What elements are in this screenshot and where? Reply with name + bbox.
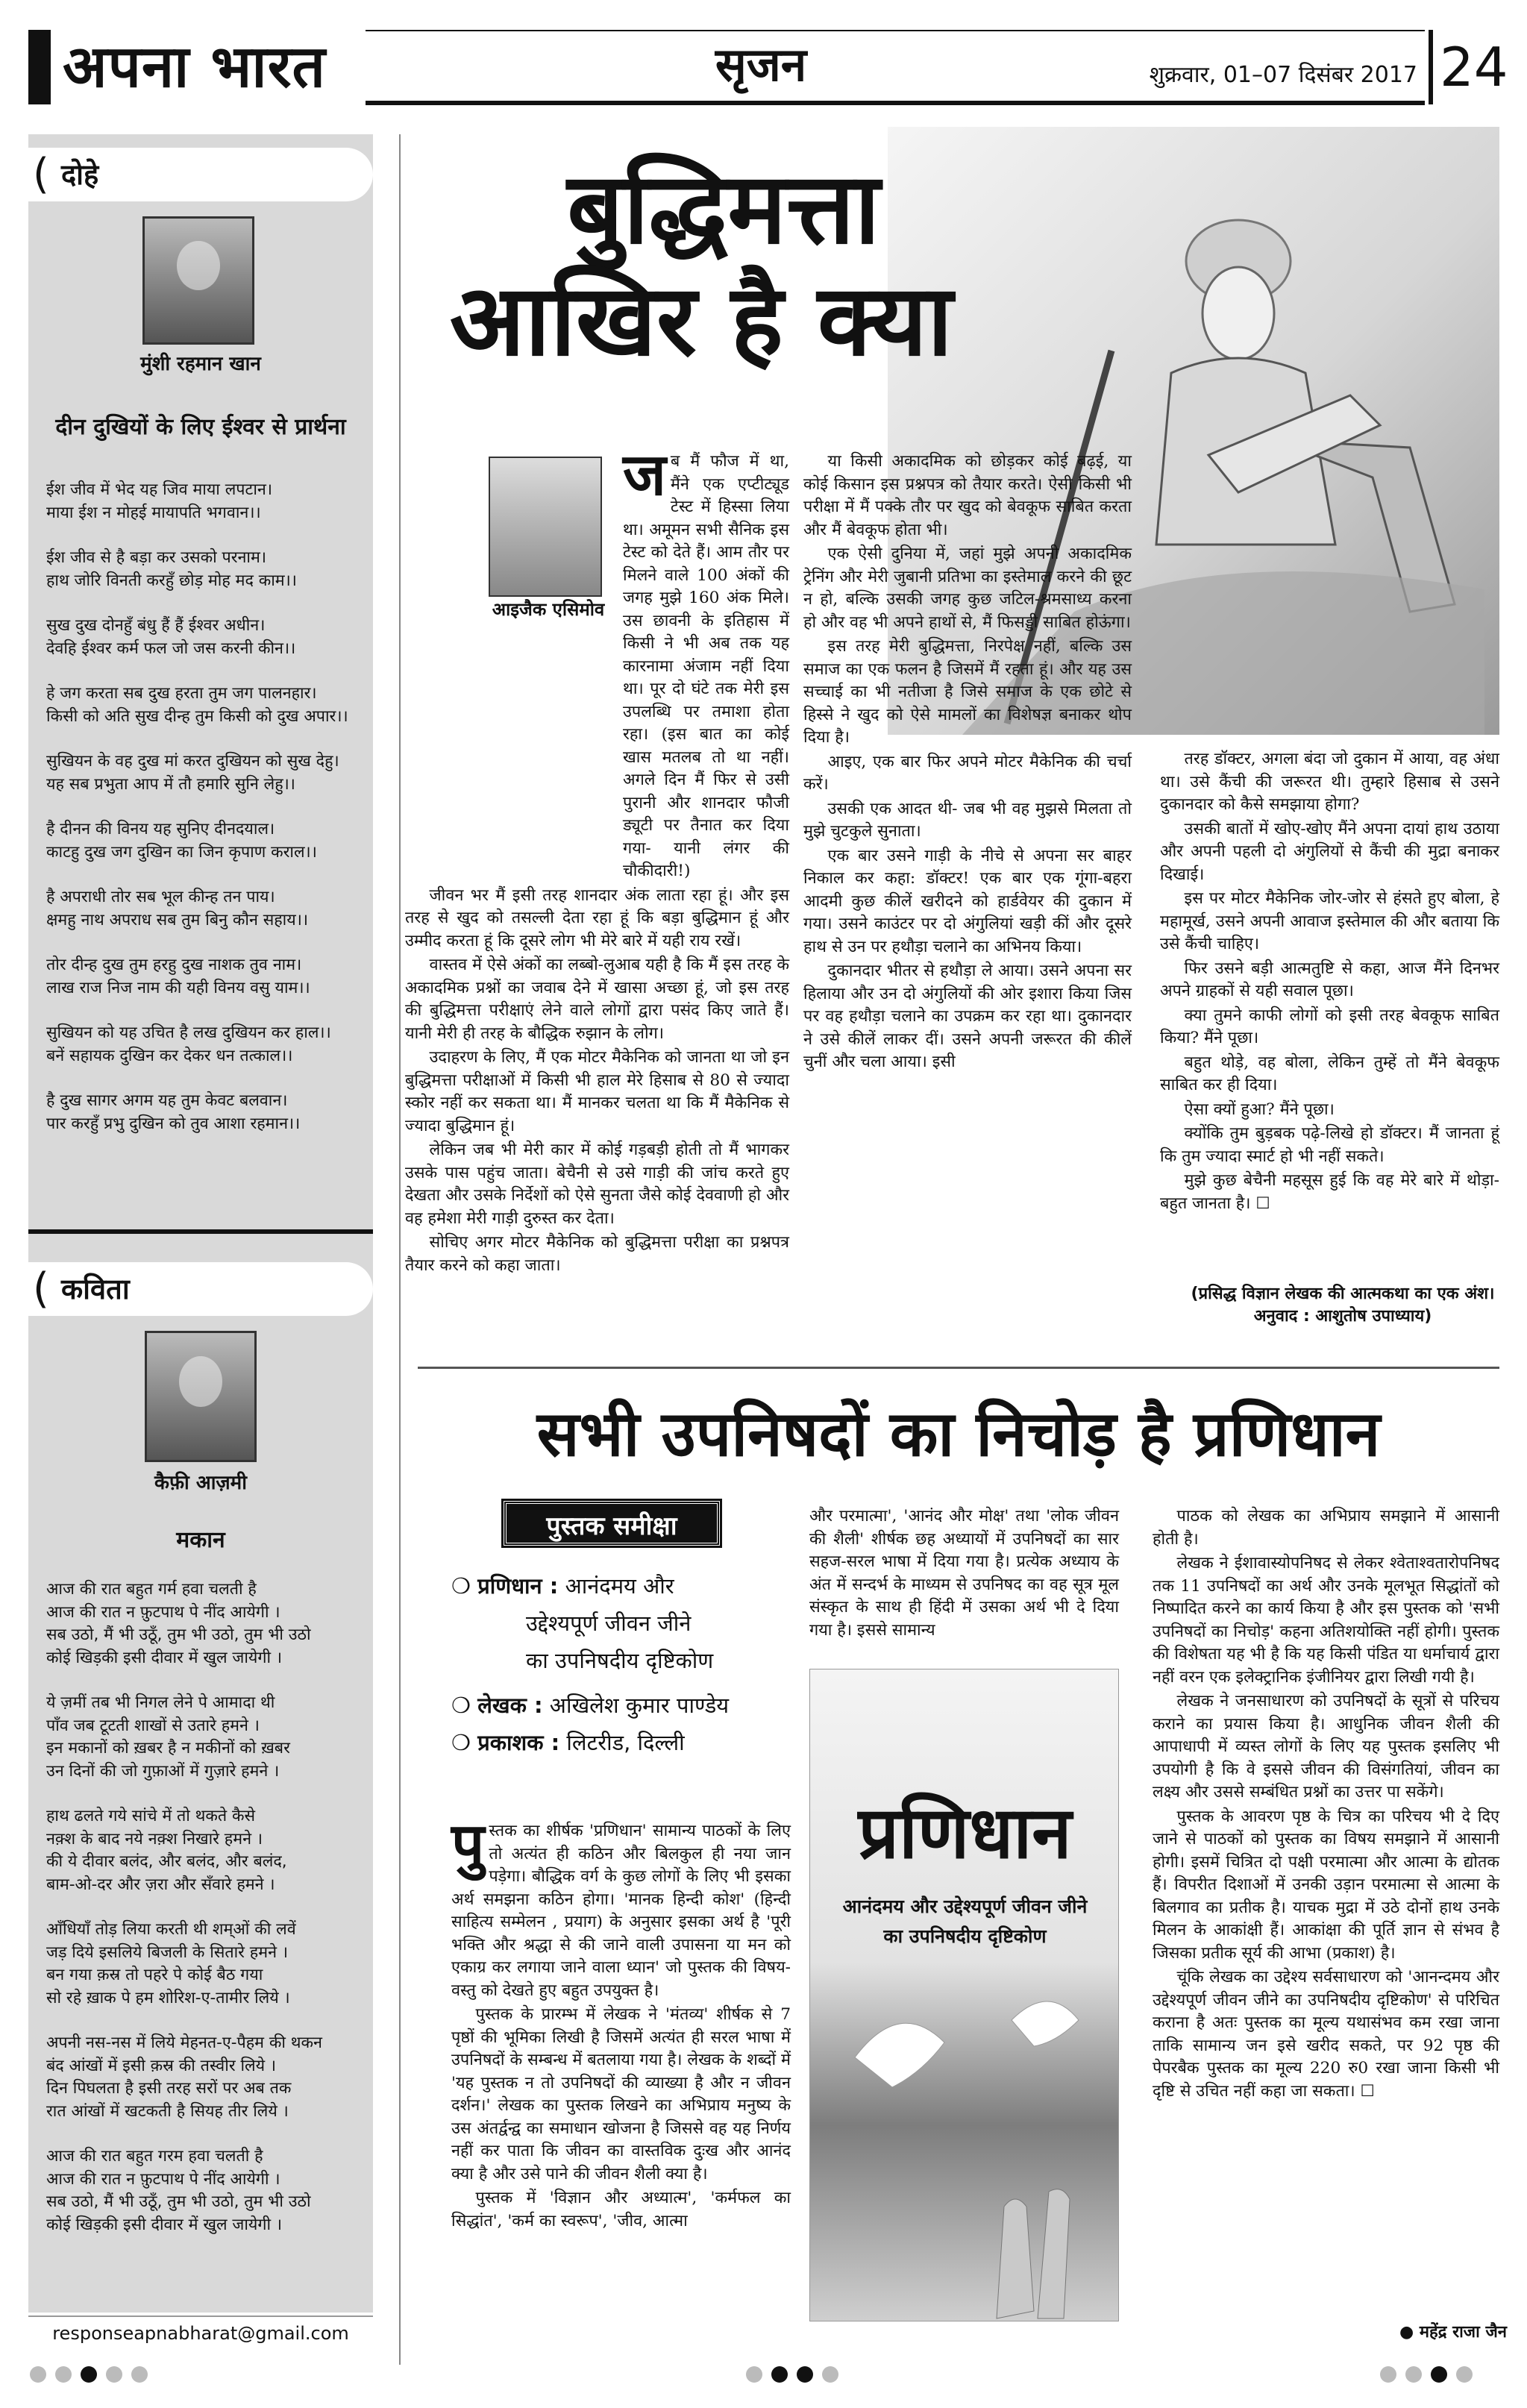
column-rule (399, 134, 401, 2365)
kavita-poem (46, 1578, 360, 2259)
poem-line: इन मकानों को ख़बर है न मकीनों को ख़बर (46, 1739, 290, 1758)
poem-stanza (46, 479, 360, 524)
poem-line: आज की रात न फ़ुटपाथ पे नींद आयेगी । (46, 2169, 280, 2189)
kavita-heading: ( कविता (28, 1262, 373, 1316)
poem-line: कोई खिड़की इसी दीवार में खुल जायेगी । (46, 1648, 283, 1667)
page-number: 24 (1440, 36, 1508, 98)
kavita-author-name: कैफ़ी आज़मी (154, 1472, 247, 1494)
article-paragraph: लेखक ने जनसाधारण को उपनिषदों के सूत्रों से परिचय कराने का प्रयास किया है। आधुनिक जीवन शैली की आपाधापी में व्यस्त लोगों के लिए यह पुस्तक इसलिए भी उपयोगी है कि वे इससे जीवन की विसंगतियां, जीवन का लक्ष्य और उससे सम्बंधित प्रश्नों का उत्तर पा सकेंगे। (1153, 1692, 1499, 1802)
poem-line: जड़ दिये इसलिये बिजली के सितारे हमने । (46, 1943, 288, 1962)
article-paragraph: पुस्तक के प्रारम्भ में लेखक ने 'मंतव्य' शीर्षक से 7 पृष्ठों की भूमिका लिखी है जिसमें अत्यंत ही सरल भाषा में उपनिषदों के सम्बन्ध में बतलाया गया है। लेखक के शब्दों में 'यह पुस्तक न तो उपनिषदों की व्याख्या है और न जीवन दर्शन।' लेखक का पुस्तक लिखने का अभिप्राय मनुष्य के उस अंतर्द्वन्द्व का समाधान खोजना है जिससे वह यह निर्णय नहीं कर पाता कि जीवन का वास्तविक दुःख और आनंद क्या है और उसे पाने की जीवन शैली क्या है। (451, 2005, 791, 2183)
poem-line: पाँव जब टूटती शाखों से उतारे हमने । (46, 1716, 260, 1735)
poem-line: देवहि ईश्वर कर्म फल जो जस करनी कीन।। (46, 639, 296, 658)
poem-stanza (46, 886, 360, 932)
issue-date: शुक्रवार, 01–07 दिसंबर 2017 (1149, 62, 1417, 88)
dohe-author-name: मुंशी रहमान खान (140, 353, 261, 375)
poem-line: अपनी नस-नस में लिये मेहनत-ए-पैहम की थकन (46, 2034, 322, 2052)
masthead-top-rule (366, 30, 1425, 31)
poem-line: बंद आंखों में इसी क़स्र की तस्वीर लिये । (46, 2056, 277, 2075)
poem-line: सब उठो, मैं भी उठूँ, तुम भी उठो, तुम भी उठो (46, 1625, 311, 1644)
article-paragraph: इस पर मोटर मैकेनिक जोर-जोर से हंसते हुए बोला, हे महामूर्ख, उसने अपनी आवाज इस्तेमाल की और बताया कि उसे कैंची चाहिए। (1160, 889, 1499, 953)
article-paragraph: दुकानदार भीतर से हथौड़ा ले आया। उसने अपना सर हिलाया और उन दो अंगुलियों की ओर इशारा किया जिस पर वह हथौड़ा चलाने का उपक्रम कर रहा था। दुकानदार ने उसे कीलें लाकर दीं। उसने अपनी जरूरत की कीलें चुनीं और चला आया। इसी (803, 962, 1132, 1071)
section-title: सृजन (715, 37, 807, 92)
review-book-row-2: उद्देश्यपूर्ण जीवन जीने (526, 1611, 692, 1636)
review-book-row: ❍ प्रणिधान : आनंदमय और (451, 1573, 674, 1599)
article-paragraph: एक बार उसने गाड़ी के नीचे से अपना सर बाहर निकाल कर कहा: डॉक्टर! एक बार एक गूंगा-बहरा आदमी कुछ कीलें खरीदने को हार्डवेयर की दुकान में गया। उसने काउंटर पर दो अंगुलियां खड़ी कीं और दूसरे हाथ से उन पर हथौड़ा चलाने का अभिनय किया। (803, 846, 1132, 956)
poem-line: है दुख सागर अगम यह तुम केवट बलवान। (46, 1091, 288, 1110)
article1-first-paragraph: ब मैं फौज में था, मैंने एक एप्टीट्यूड टेस्ट में हिस्सा लिया था। अमूमन सभी सैनिक इस टेस्ट को देते हैं। आम तौर पर मिलने वाले 100 अंकों की जगह मुझे 160 अंक मिले। उस छावनी के इतिहास में किसी ने भी अब तक यह कारनामा अंजाम नहीं दिया था। पूर दो घंटे तक मेरी इस उपलब्धि पर तमाशा होता रहा। (इस बात का कोई खास मतलब तो था नहीं। अगले दिन मैं फिर से उसी पुरानी और शानदार फौजी ड्यूटी पर तैनात कर दिया गया- यानी लंगर की चौकीदारी!) (623, 452, 789, 880)
bracket-icon: ( (33, 1264, 49, 1313)
book-cover-image (809, 1669, 1119, 2321)
poem-line: माया ईश न मोहई मायापति भगवान।। (46, 503, 261, 522)
poem-line: बन गया क़स्र तो पहरे पे कोई बैठ गया (46, 1966, 263, 1984)
poem-line: हाथ ढलते गये सांचे में तो थकते कैसे (46, 1807, 256, 1825)
bracket-icon: ( (33, 150, 49, 198)
article-paragraph: लेकिन जब भी मेरी कार में कोई गड़बड़ी होती तो मैं भागकर उसके पास पहुंच जाता। बेचैनी से उसे गाड़ी की जांच करते हुए देखता और उसके निर्देशों को ऐसे सुनता जैसे कोई देववाणी हो और वह हमेशा मेरी गाड़ी दुरुस्त कर देता। (405, 1141, 789, 1228)
poem-line: काटहु दुख जग दुखिन का जिन कृपाण कराल।। (46, 842, 317, 862)
article-paragraph: क्या तुमने काफी लोगों को इसी तरह बेवकूफ साबित किया? मैंने पूछा। (1160, 1006, 1499, 1047)
poem-line: पार करहुँ प्रभु दुखिन को तुव आशा रहमान।। (46, 1114, 301, 1133)
article-paragraph: क्योंकि तुम बुड़बक पढ़े-लिखे हो डॉक्टर। मैं जानता हूं कि तुम ज्यादा स्मार्ट हो भी नहीं सकते। (1160, 1124, 1499, 1166)
article-paragraph: फिर उसने बड़ी आत्मतुष्टि से कहा, आज मैंने दिनभर अपने ग्राहकों से यही सवाल पूछा। (1160, 959, 1499, 1000)
article-paragraph: पाठक को लेखक का अभिप्राय समझाने में आसानी होती है। (1153, 1507, 1499, 1549)
poem-line: आँधियाँ तोड़ लिया करती थी शम्ओं की लवें (46, 1920, 296, 1939)
poem-line: दिन पिघलता है इसी तरह सरों पर अब तक (46, 2079, 292, 2098)
page-number-divider (1429, 30, 1433, 104)
review-book-row-3: का उपनिषदीय दृष्टिकोण (526, 1648, 714, 1673)
poem-stanza (46, 615, 360, 660)
poem-line: तोर दीन्ह दुख तुम हरहु दुख नाशक तुव नाम। (46, 956, 302, 974)
article-paragraph: उदाहरण के लिए, मैं एक मोटर मैकेनिक को जानता था जो इन बुद्धिमत्ता परीक्षाओं में किसी भी हाल मेरे हिसाब से 80 से ज्यादा स्कोर नहीं कर सकता था। मैं मानकर चलता था कि मैं मैकेनिक से ज्यादा बुद्धिमान हूं। (405, 1048, 789, 1135)
poem-line: कोई खिड़की इसी दीवार में खुल जायेगी । (46, 2215, 283, 2234)
poem-line: आज की रात बहुत गरम हवा चलती है (46, 2147, 263, 2166)
poem-line: बनें सहायक दुखिन कर देकर धन तत्काल।। (46, 1046, 293, 1065)
article2-dropcap: पु (451, 1811, 485, 1878)
book-cover-title: प्रणिधान (858, 1791, 1072, 1875)
article1-column-1 (405, 442, 789, 1279)
masthead-rule (366, 101, 1425, 105)
article-paragraph: चूंकि लेखक का उद्देश्य सर्वसाधारण को 'आनन्दमय और उद्देश्यपूर्ण जीवन जीने का उपनिषदीय दृष्टिकोण' से परिचित कराना है अतः पुस्तक का मूल्य यथासंभव कम रखा जाना ताकि सामान्य जन इसे खरीद सकते, पर 92 पृष्ठ की पेपरबैक पुस्तक का मूल्य 220 रु0 रखा जाना किसी भी दृष्टि से उचित नहीं कहा जा सकता। ☐ (1153, 1968, 1499, 2101)
article-paragraph: पुस्तक के आवरण पृष्ठ के चित्र का परिचय भी दे दिए जाने से पाठकों को पुस्तक का विषय समझाने में आसानी होगी। इसमें चित्रित दो पक्षी परमात्मा और आत्मा के द्योतक हैं। विपरीत दिशाओं में उनकी उड़ान परमात्मा से आत्मा के बिलगाव का प्रतीक है। याचक मुद्रा में उठे दोनों हाथ उनके मिलन के आकांक्षी हैं। आकांक्षा की पूर्ति ज्ञान से संभव है जिसका प्रतीक सूर्य की आभा (प्रकाश) है। (1153, 1807, 1499, 1963)
poem-line: हाथ जोरि विनती करहुँ छोड़ मोह मद काम।। (46, 571, 297, 590)
article2-column-3 (1153, 1505, 1499, 2104)
poem-line: की ये दीवार बलंद, और बलंद, और बलंद, (46, 1852, 287, 1871)
poem-line: ये ज़मीं तब भी निगल लेने पे आमादा थी (46, 1693, 275, 1712)
poem-line: है दीनन की विनय यह सुनिए दीनदयाल। (46, 820, 275, 838)
poem-line: नक़्श के बाद नये नक़्श निखारे हमने । (46, 1829, 263, 1849)
poem-line: है अपराधी तोर सब भूल कीन्ह तन पाय। (46, 888, 275, 906)
article1-column-3 (1160, 748, 1499, 1217)
review-publisher-row: ❍ प्रकाशक : लिटरीड, दिल्ली (451, 1730, 685, 1755)
kavita-title: मकान (176, 1527, 225, 1553)
poem-stanza (46, 1022, 360, 1067)
sidebar-divider (28, 1229, 373, 1234)
poem-line: ईश जीव में भेद यह जिव माया लपटान। (46, 480, 272, 499)
article-paragraph: वास्तव में ऐसे अंकों का लब्बो-लुआब यही है कि मैं इस तरह के अकादमिक प्रश्नों का जवाब देने में खासा अच्छा हूं, जो इस तरह की बुद्धिमत्ता परीक्षाएं लेने वाले लोगों द्वारा पसंद किए जाते हैं। यानी मेरी ही तरह के बौद्धिक रुझान के लोग। (405, 956, 789, 1043)
dohe-title: दीन दुखियों के लिए ईश्वर से प्रार्थना (55, 414, 346, 440)
review-author-row: ❍ लेखक : अखिलेश कुमार पाण्डेय (451, 1693, 730, 1718)
poem-stanza (46, 1578, 360, 1669)
poem-stanza (46, 547, 360, 592)
newspaper-logo: अपना भारत (28, 30, 357, 104)
poem-line: क्षमहु नाथ अपराध सब तुम बिनु कौन सहाय।। (46, 910, 308, 929)
poem-line: आज की रात बहुत गर्म हवा चलती है (46, 1580, 257, 1599)
article1-author-name: आइजैक एसिमोव (492, 599, 605, 620)
article1-credit: (प्रसिद्ध विज्ञान लेखक की आत्मकथा का एक अंश। अनुवाद : आशुतोष उपाध्याय) (1191, 1285, 1495, 1326)
article1-headline: बुद्धिमत्ता आखिर है क्या (449, 151, 953, 378)
dohe-heading: ( दोहे (28, 148, 373, 201)
dohe-author-photo (142, 216, 254, 345)
poem-stanza (46, 1090, 360, 1135)
contact-email[interactable]: responseapnabharat@gmail.com (28, 2315, 373, 2348)
article-paragraph: लेखक ने ईशावास्योपनिषद से लेकर श्वेताश्वतारोपनिषद तक 11 उपनिषदों का अर्थ और उनके मूलभूत सिद्धांतों को निष्पादित करने का कार्य किया है और इस पुस्तक को 'सभी उपनिषदों का निचोड़' कहना अतिशयोक्ति नहीं होगी। पुस्तक की विशेषता यह भी है कि यह किसी पंडित या धर्माचार्य द्वारा नहीं वरन एक इलेक्ट्रानिक इंजीनियर द्वारा लिखी गयी है। (1153, 1554, 1499, 1687)
book-cover-subtitle: आनंदमय और उद्देश्यपूर्ण जीवन जीने (842, 1896, 1088, 1917)
poem-line: यह सब प्रभुता आप में तौ हमारि सुनि लेहु।। (46, 774, 295, 794)
poem-line: किसी को अति सुख दीन्ह तुम किसी को दुख अपार।। (46, 706, 348, 726)
poem-line: उन दिनों की जो गुफ़ाओं में गुज़ारे हमने । (46, 1761, 280, 1781)
article2-headline: सभी उपनिषदों का निचोड़ है प्रणिधान (536, 1397, 1381, 1470)
article-paragraph: ऐसा क्यों हुआ? मैंने पूछा। (1184, 1100, 1335, 1119)
kavita-author-photo (145, 1331, 257, 1462)
dohe-poem (46, 479, 360, 1158)
article-paragraph: आइए, एक बार फिर अपने मोटर मैकेनिक की चर्चा करें। (803, 752, 1132, 794)
article-paragraph: उसकी बातों में खोए-खोए मैंने अपना दायां हाथ उठाया और अपनी पहली दो अंगुलियों से कैंची की मुद्रा बनाकर दिखाई। (1160, 819, 1499, 884)
poem-line: सुखियन को यह उचित है लख दुखियन कर हाल।। (46, 1023, 331, 1042)
footer-dots-right (1380, 2366, 1481, 2387)
article1-column-2 (803, 451, 1132, 1076)
poem-stanza (46, 750, 360, 796)
review-info-box (451, 1501, 780, 1792)
article-paragraph: मुझे कुछ बेचैनी महसूस हुई कि वह मेरे बारे में थोड़ा-बहुत जानता है। ☐ (1160, 1171, 1499, 1213)
poem-line: सुखियन के वह दुख मां करत दुखियन को सुख देहु। (46, 752, 339, 771)
poem-line: लाख राज निज नाम की यही विनय वसु याम।। (46, 978, 310, 997)
poem-stanza (46, 1805, 360, 1896)
poem-stanza (46, 1692, 360, 1783)
poem-stanza (46, 2032, 360, 2123)
article-paragraph: जीवन भर मैं इसी तरह शानदार अंक लाता रहा हूं। और इस तरह से खुद को तसल्ली देता रहा हूं कि बड़ा बुद्धिमान हूं और उम्मीद करता हूं कि दूसरे लोग भी मेरे बारे में यही राय रखें। (405, 885, 789, 950)
poem-line: सो रहे ख़ाक पे हम शोरिश-ए-तामीर लिये । (46, 1988, 290, 2007)
poem-line: सुख दुख दोनहुँ बंधु हैं हैं ईश्वर अधीन। (46, 616, 266, 635)
article-paragraph: एक ऐसी दुनिया में, जहां मुझे अपनी अकादमिक ट्रेनिंग और मेरी जुबानी प्रतिभा का इस्तेमाल करने की छूट न हो, बल्कि उसकी जगह कुछ जटिल-श्रमसाध्य करना हो और वह भी अपने हाथों से, मैं फिसड्डी साबित होऊंगा। (803, 545, 1132, 632)
article-paragraph: सोचिए अगर मोटर मैकेनिक को बुद्धिमत्ता परीक्षा का प्रश्नपत्र तैयार करने को कहा जाता। (405, 1233, 789, 1275)
sidebar (28, 134, 373, 2313)
poem-stanza (46, 683, 360, 728)
article-paragraph: बहुत थोड़े, वह बोला, लेकिन तुम्हें तो मैंने बेवकूफ साबित कर ही दिया। (1160, 1053, 1499, 1094)
article2-byline: ● महेंद्र राजा जैन (1399, 2323, 1507, 2342)
poem-line: ईश जीव से है बड़ा कर उसको परनाम। (46, 548, 267, 567)
poem-stanza (46, 1919, 360, 2010)
article2-column-1 (451, 1811, 791, 2234)
poem-line: हे जग करता सब दुख हरता तुम जग पालनहार। (46, 684, 317, 703)
doves-and-hands-art (810, 1669, 1120, 2322)
poem-stanza (46, 954, 360, 1000)
article-paragraph: तरह डॉक्टर, अगला बंदा जो दुकान में आया, वह अंधा था। उसे कैंची की जरूरत थी। तुम्हारे हिसाब से उसने दुकानदार को कैसे समझाया होगा? (1160, 750, 1499, 814)
poem-line: बाम-ओ-दर और ज़रा और सँवारे हमने । (46, 1875, 275, 1894)
article-separator (418, 1367, 1499, 1369)
article2-first-paragraph: स्तक का शीर्षक 'प्रणिधान' सामान्य पाठकों के लिए तो अत्यंत ही कठिन और बिलकुल ही नया जान पड़ेगा। बौद्धिक वर्ग के कुछ लोगों के लिए भी इसका अर्थ समझना कठिन होगा। 'मानक हिन्दी कोश' (हिन्दी साहित्य सम्मेलन , प्रयाग) के अनुसार इसका अर्थ है 'पूरी भक्ति और श्रद्धा से की जाने वाली उपासना या मन को एकाग्र कर लगाया जाने वाला ध्यान' जो पुस्तक की विषय-वस्तु को देखते हुए बहुत उपयुक्त है। (451, 1822, 791, 2000)
poem-line: रात आंखों में खटकती है सियह तीर लिये । (46, 2101, 289, 2121)
article-paragraph: इस तरह मेरी बुद्धिमत्ता, निरपेक्ष नहीं, बल्कि उस समाज का एक फलन है जिसमें मैं रहता हूं। और यह उस सच्चाई का भी नतीजा है जिसे समाज के एक छोटे से हिस्से ने खुद को ऐसे मामलों का विशेषज्ञ बनाकर थोप दिया है। (803, 637, 1132, 747)
poem-line: सब उठो, मैं भी उठूँ, तुम भी उठो, तुम भी उठो (46, 2192, 311, 2211)
article-paragraph: उसकी एक आदत थी- जब भी वह मुझसे मिलता तो मुझे चुटकुले सुनाता। (803, 799, 1132, 841)
poem-stanza (46, 2145, 360, 2236)
footer-dots-center (746, 2366, 847, 2387)
article-paragraph: या किसी अकादमिक को छोड़कर कोई बढ़ई, या कोई किसान इस प्रश्नपत्र को तैयार करते। ऐसी किसी भी परीक्षा में मैं पक्के तौर पर खुद को बेवकूफ साबित करता और मैं बेवकूफ होता भी। (803, 452, 1132, 539)
article2-column-2-top: और परमात्मा', 'आनंद और मोक्ष' तथा 'लोक जीवन की शैली' शीर्षक छह अध्यायों में उपनिषदों का सार सहज-सरल भाषा में दिया गया है। प्रत्येक अध्याय के अंत में सन्दर्भ के माध्यम से उपनिषद का वह सूत्र मूल संस्कृत के साथ ही हिंदी में उसका अर्थ भी दे दिया गया है। इससे सामान्य (809, 1507, 1119, 1640)
footer-dots-left (30, 2366, 157, 2387)
review-label: पुस्तक समीक्षा (504, 1501, 720, 1546)
article1-dropcap: ज (623, 442, 666, 509)
poem-stanza (46, 818, 360, 864)
poem-line: आज की रात न फ़ुटपाथ पे नींद आयेगी । (46, 1602, 280, 1622)
article-paragraph: पुस्तक में 'विज्ञान और अध्यात्म', 'कर्मफल का सिद्धांत', 'कर्म का स्वरूप', 'जीव, आत्मा (451, 2189, 791, 2230)
book-cover-subtitle-2: का उपनिषदीय दृष्टिकोण (883, 1925, 1047, 1947)
